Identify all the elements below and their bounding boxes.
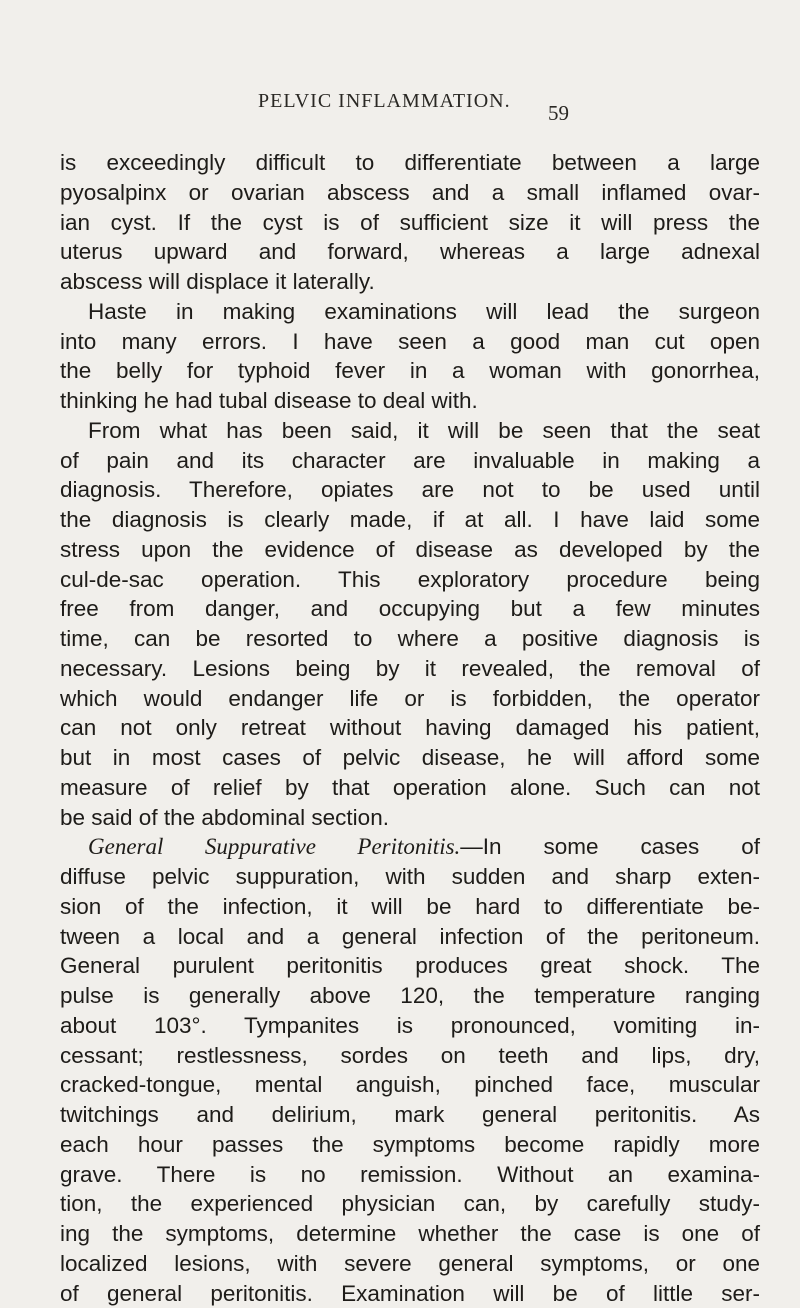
text-line: twitchings and delirium, mark general peritonitis. As: [60, 1100, 760, 1130]
text-line: Haste in making examinations will lead the surgeon: [60, 297, 760, 327]
section-first-line: [60, 832, 760, 862]
text-line: pulse is generally above 120, the temperature ranging: [60, 981, 760, 1011]
page-number: 59: [548, 101, 569, 126]
text-line: which would endanger life or is forbidden, the operator: [60, 684, 760, 714]
text-line: time, can be resorted to where a positive diagnosis is: [60, 624, 760, 654]
text-line: the diagnosis is clearly made, if at all. I have laid some: [60, 505, 760, 535]
text-line: tion, the experienced physician can, by carefully study-: [60, 1189, 760, 1219]
text-line: can not only retreat without having damaged his patient,: [60, 713, 760, 743]
text-line: abscess will displace it laterally.: [60, 267, 760, 297]
text-line: be said of the abdominal section.: [60, 803, 760, 833]
text-line: measure of relief by that operation alone. Such can not: [60, 773, 760, 803]
text-line: thinking he had tubal disease to deal with.: [60, 386, 760, 416]
text-line: General purulent peritonitis produces great shock. The: [60, 951, 760, 981]
text-line: From what has been said, it will be seen that the seat: [60, 416, 760, 446]
running-head: PELVIC INFLAMMATION.: [258, 90, 511, 113]
text-line: into many errors. I have seen a good man cut open: [60, 327, 760, 357]
text-line: localized lesions, with severe general symptoms, or one: [60, 1249, 760, 1279]
text-line: of pain and its character are invaluable in making a: [60, 446, 760, 476]
text-line: the belly for typhoid fever in a woman with gonorrhea,: [60, 356, 760, 386]
text-line: is exceedingly difficult to differentiate between a large: [60, 148, 760, 178]
text-line: each hour passes the symptoms become rapidly more: [60, 1130, 760, 1160]
text-line: diffuse pelvic suppuration, with sudden and sharp exten-: [60, 862, 760, 892]
text-line: grave. There is no remission. Without an examina-: [60, 1160, 760, 1190]
text-line: about 103°. Tympanites is pronounced, vomiting in-: [60, 1011, 760, 1041]
text-line: diagnosis. Therefore, opiates are not to be used until: [60, 475, 760, 505]
text-line: cessant; restlessness, sordes on teeth and lips, dry,: [60, 1041, 760, 1071]
text-line: uterus upward and forward, whereas a large adnexal: [60, 237, 760, 267]
section-first-line-rest: —In some cases of: [460, 834, 760, 859]
text-line: sion of the infection, it will be hard to differentiate be-: [60, 892, 760, 922]
text-line: cul-de-sac operation. This exploratory procedure being: [60, 565, 760, 595]
text-line: pyosalpinx or ovarian abscess and a small inflamed ovar-: [60, 178, 760, 208]
text-line: tween a local and a general infection of the peritoneum.: [60, 922, 760, 952]
text-line: cracked-tongue, mental anguish, pinched face, muscular: [60, 1070, 760, 1100]
text-line: ian cyst. If the cyst is of sufficient size it will press the: [60, 208, 760, 238]
text-line: necessary. Lesions being by it revealed, the removal of: [60, 654, 760, 684]
section-heading: General Suppurative Peritonitis.: [88, 834, 460, 859]
text-line: free from danger, and occupying but a few minutes: [60, 594, 760, 624]
text-line: but in most cases of pelvic disease, he will afford some: [60, 743, 760, 773]
text-line: stress upon the evidence of disease as developed by the: [60, 535, 760, 565]
text-line: of general peritonitis. Examination will be of little ser-: [60, 1279, 760, 1308]
body-text: [60, 148, 760, 1308]
text-line: ing the symptoms, determine whether the case is one of: [60, 1219, 760, 1249]
